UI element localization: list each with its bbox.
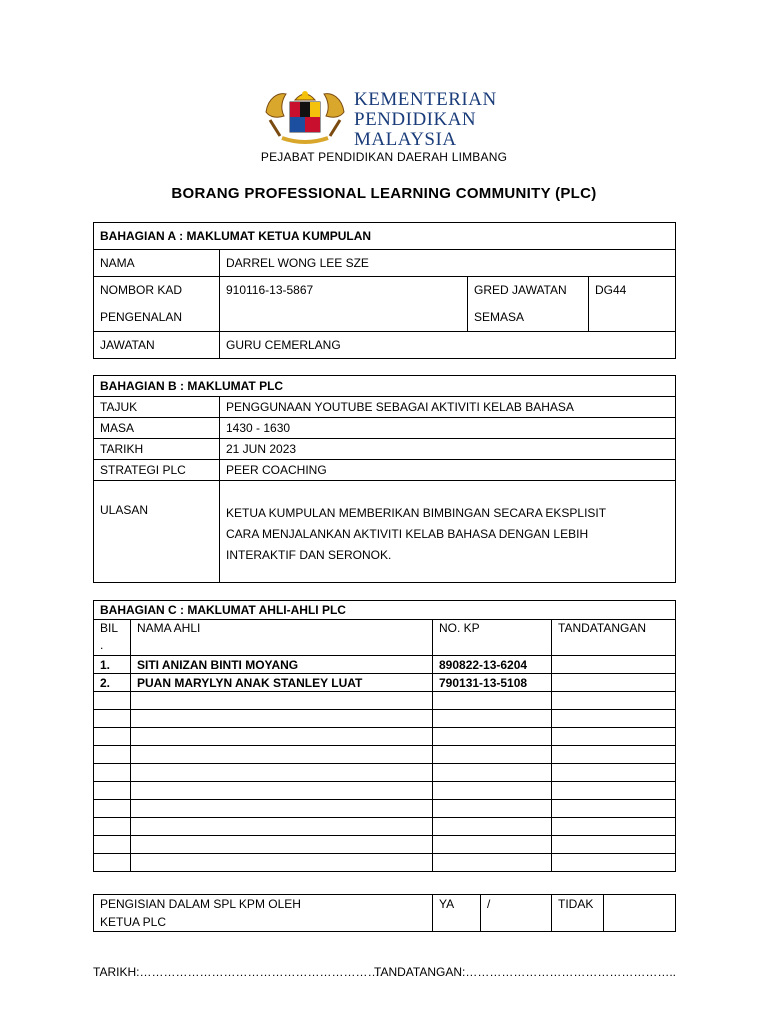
table-row <box>94 782 676 800</box>
grade-value: DG44 <box>589 277 676 332</box>
member-sign <box>552 854 676 872</box>
member-sign <box>552 692 676 710</box>
table-row <box>94 800 676 818</box>
table-row <box>94 854 676 872</box>
spl-yes-mark[interactable]: / <box>481 895 552 932</box>
member-sign <box>552 746 676 764</box>
spl-no-label: TIDAK <box>552 895 604 932</box>
member-name <box>131 710 433 728</box>
form-title: BORANG PROFESSIONAL LEARNING COMMUNITY (PLC) <box>171 185 597 202</box>
position-label: JAWATAN <box>94 332 220 359</box>
date-label: TARIKH <box>94 439 220 460</box>
ministry-line-1: KEMENTERIAN <box>354 89 497 110</box>
col-name-header: NAMA AHLI <box>131 620 433 656</box>
table-row <box>94 674 676 692</box>
member-no <box>94 728 131 746</box>
table-row <box>94 836 676 854</box>
member-sign <box>552 656 676 674</box>
strategy-value: PEER COACHING <box>220 460 676 481</box>
member-kp <box>433 746 552 764</box>
member-no: 2. <box>94 674 131 692</box>
member-no <box>94 836 131 854</box>
ministry-line-2: PENDIDIKAN <box>354 109 477 130</box>
spl-label <box>94 895 433 932</box>
member-sign <box>552 728 676 746</box>
date-value: 21 JUN 2023 <box>220 439 676 460</box>
member-name <box>131 692 433 710</box>
member-no <box>94 854 131 872</box>
member-sign <box>552 818 676 836</box>
member-sign <box>552 764 676 782</box>
member-sign <box>552 836 676 854</box>
table-row <box>94 728 676 746</box>
member-name <box>131 728 433 746</box>
member-kp <box>433 854 552 872</box>
member-no <box>94 692 131 710</box>
section-a-table <box>93 222 676 359</box>
name-label: NAMA <box>94 250 220 277</box>
member-kp: 790131-13-5108 <box>433 674 552 692</box>
ministry-line-3: MALAYSIA <box>354 129 457 150</box>
ic-label-line-1: NOMBOR KAD <box>100 283 183 297</box>
member-name: SITI ANIZAN BINTI MOYANG <box>131 656 433 674</box>
member-no <box>94 782 131 800</box>
topic-label: TAJUK <box>94 397 220 418</box>
section-c-heading: BAHAGIAN C : MAKLUMAT AHLI-AHLI PLC <box>94 601 676 620</box>
member-kp <box>433 836 552 854</box>
strategy-label: STRATEGI PLC <box>94 460 220 481</box>
topic-value: PENGGUNAAN YOUTUBE SEBAGAI AKTIVITI KELAB BAHASA <box>220 397 676 418</box>
ministry-name <box>354 90 497 150</box>
member-no: 1. <box>94 656 131 674</box>
ministry-logo <box>258 86 523 148</box>
col-kp-header: NO. KP <box>433 620 552 656</box>
col-no-header <box>94 620 131 656</box>
spl-no-mark[interactable] <box>604 895 676 932</box>
member-kp <box>433 728 552 746</box>
footer-date-line: TARIKH:……………………………………………………. <box>93 965 383 979</box>
spl-table <box>93 894 676 932</box>
member-kp <box>433 692 552 710</box>
table-row <box>94 692 676 710</box>
member-name <box>131 854 433 872</box>
member-kp <box>433 800 552 818</box>
member-no <box>94 800 131 818</box>
col-no-line-1: BIL <box>100 621 119 635</box>
remarks-label: ULASAN <box>94 481 220 583</box>
member-name <box>131 800 433 818</box>
remarks-value <box>220 481 676 583</box>
table-row <box>94 818 676 836</box>
member-sign <box>552 800 676 818</box>
office-name: PEJABAT PENDIDIKAN DAERAH LIMBANG <box>260 150 508 164</box>
ic-value: 910116-13-5867 <box>220 277 468 332</box>
col-sign-header: TANDATANGAN <box>552 620 676 656</box>
section-b-table <box>93 375 676 583</box>
member-name: PUAN MARYLYN ANAK STANLEY LUAT <box>131 674 433 692</box>
member-sign <box>552 782 676 800</box>
spl-label-line-1: PENGISIAN DALAM SPL KPM OLEH <box>100 897 301 911</box>
section-b-heading: BAHAGIAN B : MAKLUMAT PLC <box>94 376 676 397</box>
name-value: DARREL WONG LEE SZE <box>220 250 676 277</box>
grade-label-line-2: SEMASA <box>474 310 525 324</box>
member-no <box>94 746 131 764</box>
member-no <box>94 710 131 728</box>
member-kp <box>433 764 552 782</box>
footer-sign-line: TANDATANGAN:…………………………………………….. <box>374 965 677 979</box>
position-value: GURU CEMERLANG <box>220 332 676 359</box>
member-kp: 890822-13-6204 <box>433 656 552 674</box>
col-no-line-2: . <box>100 638 104 652</box>
remarks-line-1: KETUA KUMPULAN MEMBERIKAN BIMBINGAN SECARA EKSPLISIT <box>226 506 607 520</box>
member-name <box>131 782 433 800</box>
grade-label <box>468 277 589 332</box>
table-row <box>94 656 676 674</box>
member-name <box>131 746 433 764</box>
remarks-line-2: CARA MENJALANKAN AKTIVITI KELAB BAHASA DENGAN LEBIH <box>226 527 589 541</box>
member-name <box>131 764 433 782</box>
section-a-heading: BAHAGIAN A : MAKLUMAT KETUA KUMPULAN <box>94 223 676 250</box>
spl-label-line-2: KETUA PLC <box>100 915 167 929</box>
member-kp <box>433 710 552 728</box>
time-label: MASA <box>94 418 220 439</box>
ic-label <box>94 277 220 332</box>
member-sign <box>552 674 676 692</box>
remarks-line-3: INTERAKTIF DAN SERONOK. <box>226 548 392 562</box>
table-row <box>94 764 676 782</box>
section-c-table <box>93 600 676 872</box>
member-sign <box>552 710 676 728</box>
member-no <box>94 764 131 782</box>
member-name <box>131 836 433 854</box>
table-row <box>94 710 676 728</box>
grade-label-line-1: GRED JAWATAN <box>474 283 567 297</box>
member-kp <box>433 818 552 836</box>
member-no <box>94 818 131 836</box>
coat-of-arms-icon <box>262 86 348 148</box>
time-value: 1430 - 1630 <box>220 418 676 439</box>
member-name <box>131 818 433 836</box>
member-kp <box>433 782 552 800</box>
table-row <box>94 746 676 764</box>
spl-yes-label: YA <box>433 895 481 932</box>
ic-label-line-2: PENGENALAN <box>100 310 183 324</box>
